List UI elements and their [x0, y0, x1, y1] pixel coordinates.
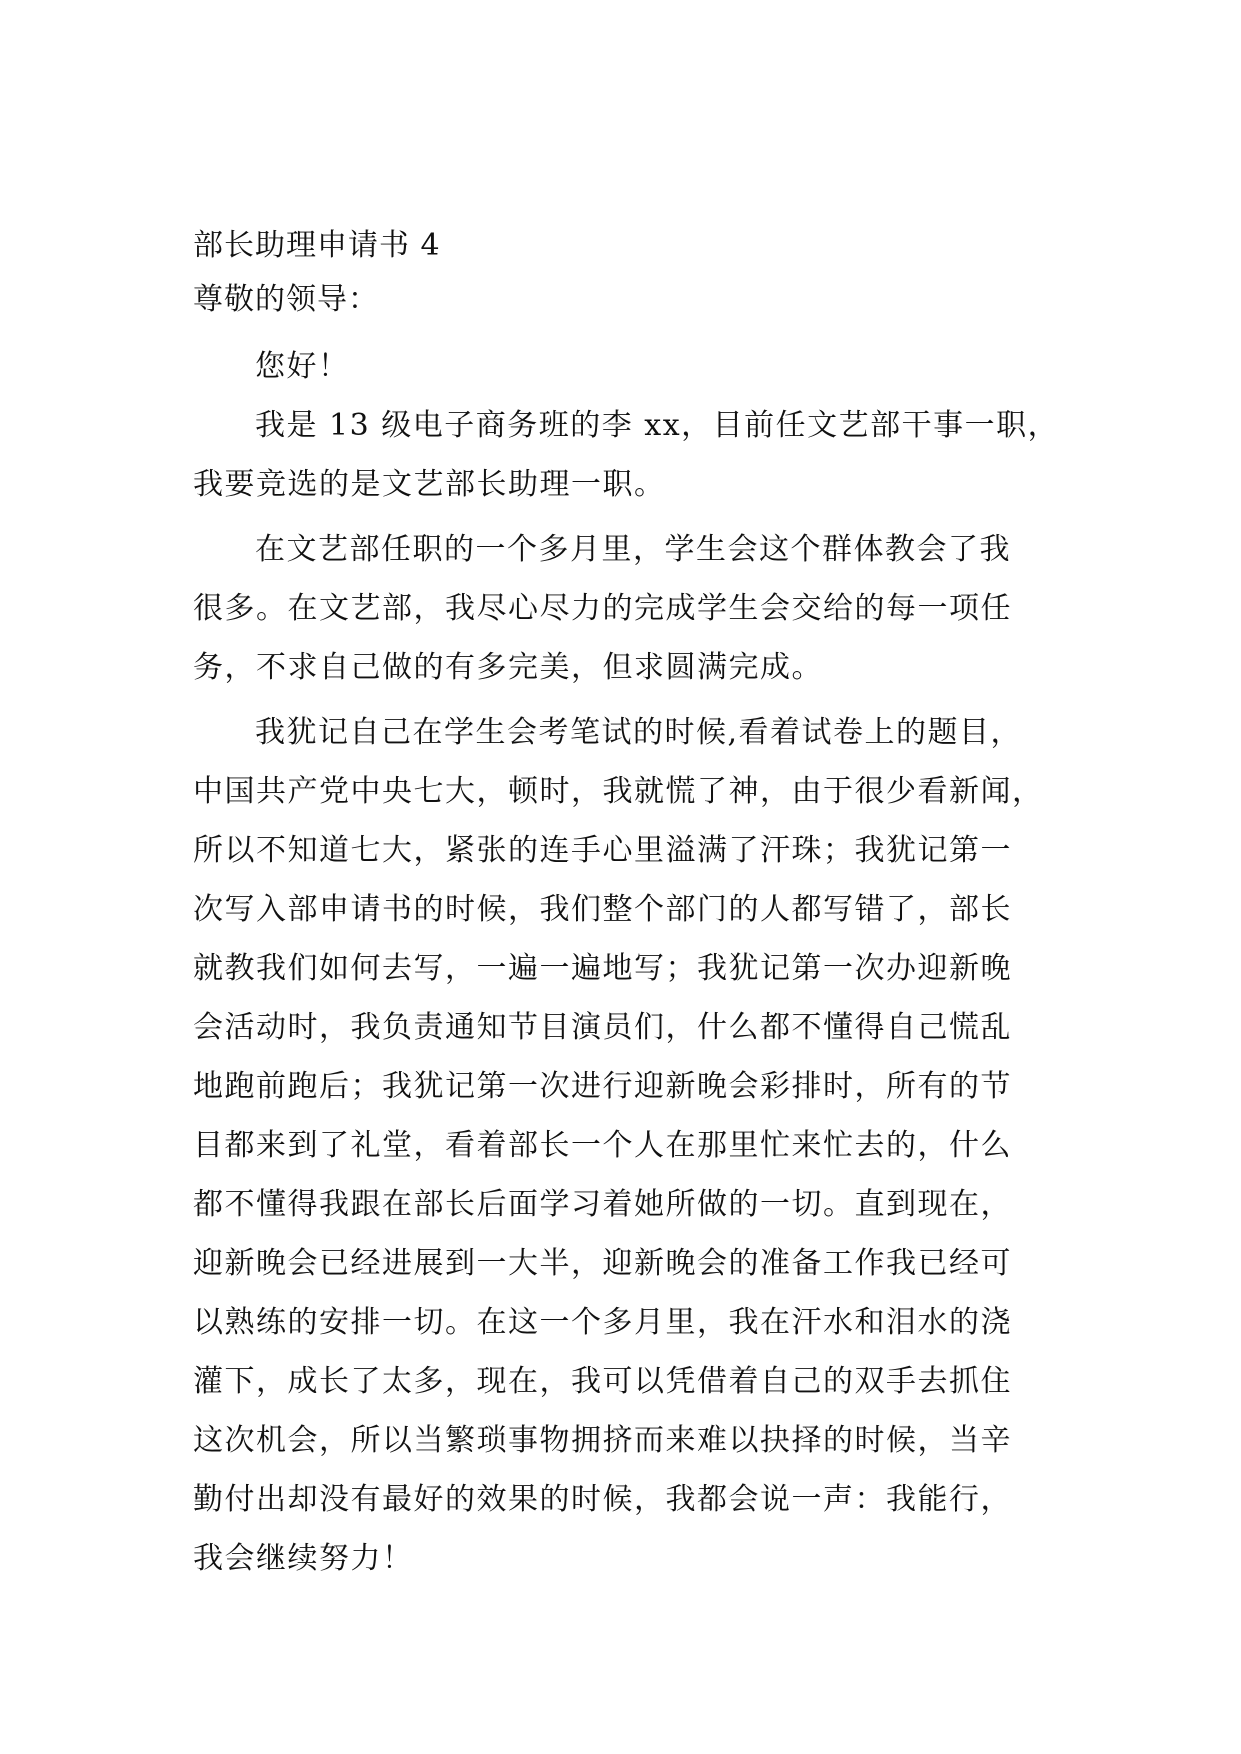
- paragraph-line: 我会继续努力！: [193, 1541, 414, 1576]
- paragraph-3: [193, 703, 1055, 1588]
- paragraph-line: 中国共产党中央七大，顿时，我就慌了神，由于很少看新闻，: [193, 774, 1044, 809]
- paragraph-line: 我是 13 级电子商务班的李 xx，目前任文艺部干事一职，: [255, 408, 1060, 443]
- paragraph-line: 就教我们如何去写，一遍一遍地写；我犹记第一次办迎新晚: [193, 951, 1012, 986]
- paragraph-line: 次写入部申请书的时候，我们整个部门的人都写错了，部长: [193, 892, 1012, 927]
- paragraph-line: 所以不知道七大，紧张的连手心里溢满了汗珠；我犹记第一: [193, 833, 1012, 868]
- paragraph-line: 务，不求自己做的有多完美，但求圆满完成。: [193, 650, 823, 685]
- paragraph-line: 在文艺部任职的一个多月里，学生会这个群体教会了我: [255, 532, 1011, 567]
- paragraph-line: 很多。在文艺部，我尽心尽力的完成学生会交给的每一项任: [193, 591, 1012, 626]
- paragraph-line: 目都来到了礼堂，看着部长一个人在那里忙来忙去的，什么: [193, 1128, 1012, 1163]
- document-title: 部长助理申请书 4: [193, 228, 441, 263]
- paragraph-line: 地跑前跑后；我犹记第一次进行迎新晚会彩排时，所有的节: [193, 1069, 1012, 1104]
- greeting: 您好！: [255, 349, 350, 384]
- paragraph-line: 勤付出却没有最好的效果的时候，我都会说一声：我能行，: [193, 1482, 1012, 1517]
- paragraph-1: [193, 396, 1060, 514]
- document-body: [193, 224, 1060, 1588]
- paragraph-line: 都不懂得我跟在部长后面学习着她所做的一切。直到现在，: [193, 1187, 1012, 1222]
- salutation: 尊敬的领导：: [193, 282, 379, 317]
- paragraph-line: 以熟练的安排一切。在这一个多月里，我在汗水和泪水的浇: [193, 1305, 1012, 1340]
- paragraph-line: 迎新晚会已经进展到一大半，迎新晚会的准备工作我已经可: [193, 1246, 1012, 1281]
- paragraph-line: 灌下，成长了太多，现在，我可以凭借着自己的双手去抓住: [193, 1364, 1012, 1399]
- paragraph-line: 这次机会，所以当繁琐事物拥挤而来难以抉择的时候，当辛: [193, 1423, 1012, 1458]
- paragraph-2: [193, 520, 1055, 697]
- paragraph-line: 我犹记自己在学生会考笔试的时候,看着试卷上的题目，: [255, 715, 1023, 750]
- paragraph-line: 我要竞选的是文艺部长助理一职。: [193, 467, 666, 502]
- paragraph-line: 会活动时，我负责通知节目演员们，什么都不懂得自己慌乱: [193, 1010, 1012, 1045]
